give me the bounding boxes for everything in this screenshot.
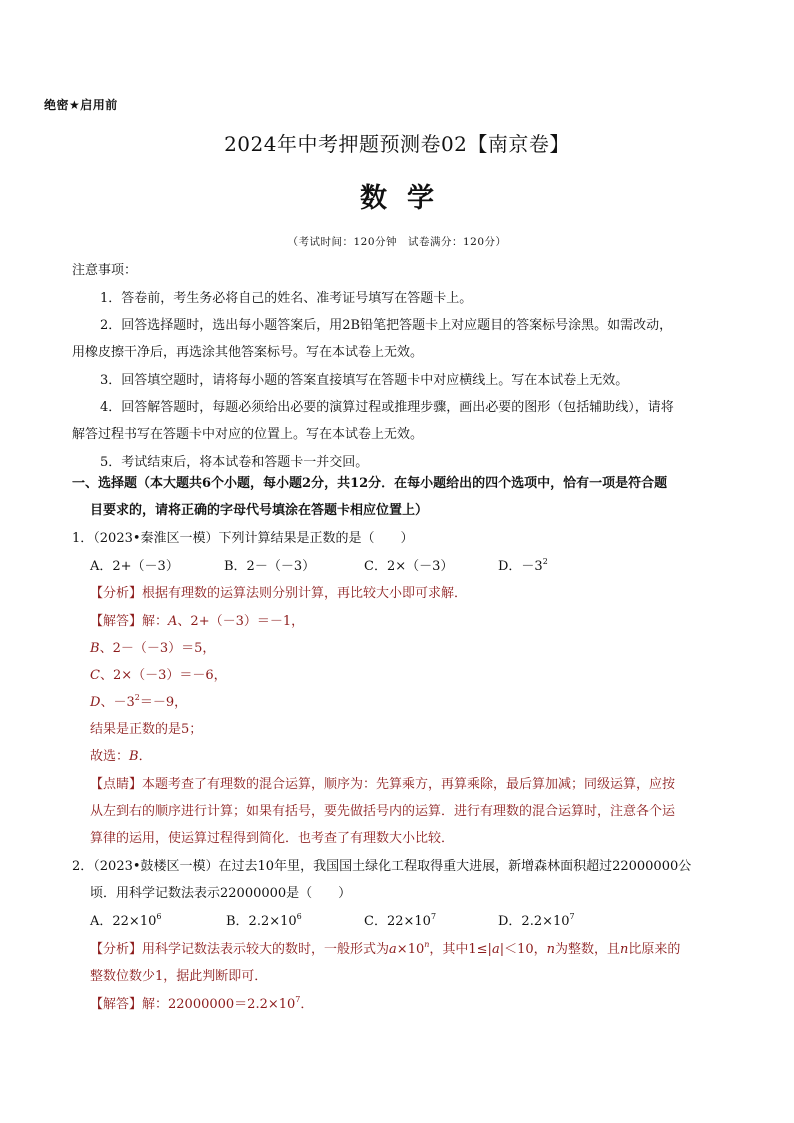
q1-result: 结果是正数的是5；	[90, 722, 203, 737]
exam-info: （考试时间：120分钟 试卷满分：120分）	[287, 236, 507, 248]
note-5: 5．考试结束后，将本试卷和答题卡一并交回。	[100, 455, 369, 470]
q1-comment-b: 从左到右的顺序进行计算；如果有括号，要先做括号内的运算．进行有理数的混合运算时，注意各个运	[90, 804, 676, 819]
q2-option-d: D．$2.2\times 10^7$	[498, 912, 575, 929]
q2-option-b: B．$2.2\times 10^6$	[226, 912, 302, 929]
q1-answer-d: D、$-3^2=-9$，	[90, 693, 188, 710]
q1-comment-c: 算律的运用，使运算过程得到简化．也考查了有理数大小比较．	[90, 831, 455, 846]
q1-analysis: 【分析】根据有理数的运算法则分别计算，再比较大小即可求解．	[90, 586, 468, 601]
note-3: 3．回答填空题时，请将每小题的答案直接填写在答题卡中对应横线上。写在本试卷上无效。	[100, 373, 629, 388]
q2-answer: 【解答】解：$22000000=2.2\times 10^7$．	[90, 995, 314, 1012]
analysis-tag: 【分析】	[90, 586, 143, 601]
q1-answer-c: C、2×（－3）＝－6，	[90, 668, 227, 683]
q2-option-a: A．$22\times 10^6$	[90, 912, 162, 929]
q1-answer-b: B、2－（－3）＝5，	[90, 641, 216, 656]
section1-heading-a: 一、选择题（本大题共6个小题，每小题2分，共12分．在每小题给出的四个选项中，恰有一项是符合题	[72, 476, 668, 491]
secret-mark: 绝密★启用前	[44, 98, 118, 112]
note-2a: 2．回答选择题时，选出每小题答案后，用2B铅笔把答题卡上对应题目的答案标号涂黑。如需改动，	[100, 318, 673, 333]
note-2b: 用橡皮擦干净后，再选涂其他答案标号。写在本试卷上无效。	[72, 345, 424, 360]
q1-option-c: C．2×（－3）	[364, 559, 454, 574]
q2-analysis-b: 整数位数少1，据此判断即可．	[90, 969, 268, 984]
subject-title: 数学	[360, 183, 454, 214]
q2-stem-b: 顷．用科学记数法表示22000000是（ ）	[90, 886, 352, 901]
q1-option-b: B．2－（－3）	[224, 559, 316, 574]
note-1: 1．答卷前，考生务必将自己的姓名、准考证号填写在答题卡上。	[100, 291, 473, 306]
q2-option-c: C．$22\times 10^7$	[364, 912, 437, 929]
q1-option-d: D．$-3^2$	[498, 557, 548, 574]
q1-answer: 【解答】解：A、2+（－3）＝－1，	[90, 614, 305, 629]
note-4a: 4．回答解答题时，每题必须给出必要的演算过程或推理步骤，画出必要的图形（包括辅助线），请将	[100, 400, 674, 415]
q2-analysis-a: 【分析】用科学记数法表示较大的数时，一般形式为$a\times 10^n$，其中1≤|a|＜10，n为整数，且n比原来的	[90, 940, 681, 957]
q1-comment-a: 【点睛】本题考查了有理数的混合运算，顺序为：先算乘方，再算乘除，最后算加减；同级运算，应按	[90, 777, 676, 792]
q1-stem: 1．（2023•秦淮区一模）下列计算结果是正数的是（ ）	[72, 531, 414, 546]
section1-heading-b: 目要求的，请将正确的字母代号填涂在答题卡相应位置上）	[90, 503, 429, 518]
q1-option-a: A．2+（－3）	[90, 559, 179, 574]
page-title: 2024年中考押题预测卷02【南京卷】	[224, 132, 570, 156]
notes-heading: 注意事项：	[72, 263, 138, 278]
q2-stem-a: 2．（2023•鼓楼区一模）在过去10年里，我国国土绿化工程取得重大进展，新增森林面积超过22000000公	[72, 859, 692, 874]
note-4b: 解答过程书写在答题卡中对应的位置上。写在本试卷上无效。	[72, 427, 424, 442]
q1-choice: 故选：B．	[90, 749, 152, 764]
